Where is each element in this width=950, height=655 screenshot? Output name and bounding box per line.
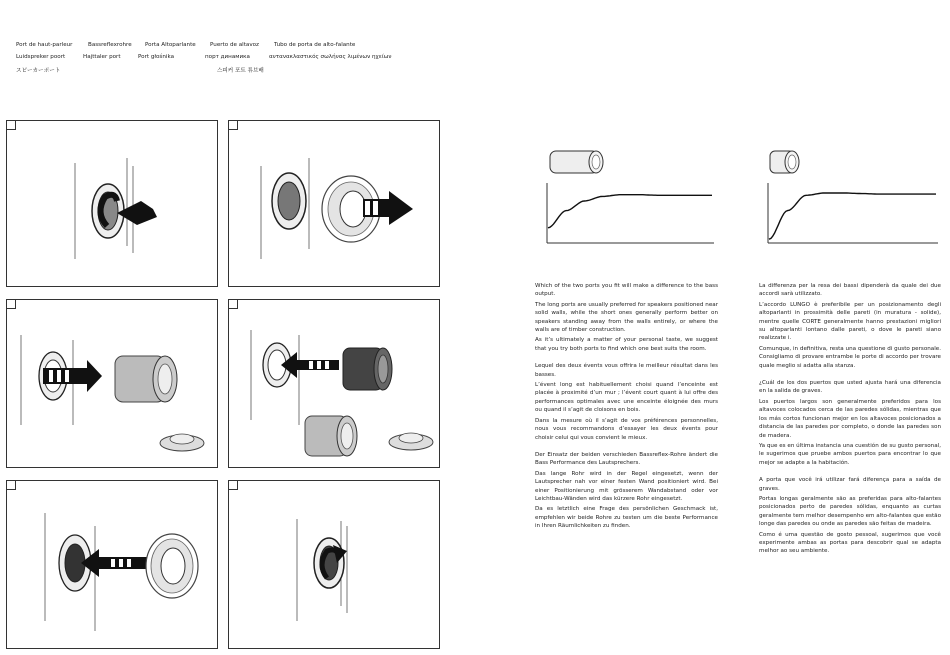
paragraph: Da es letztlich eine Frage des persönlichen Geschmack ist, empfehlen wir beide Rohre zu testen um die beste Performance in Ihren Räumlichkeiten zu finden. bbox=[535, 506, 718, 530]
paragraph: Portas longas geralmente são as preferidas para alto-falantes posicionados perto de paredes sólidas, enquanto as curtas geralmente tem melhor desempenho em alto-falantes que estão longe das paredes ou onde as paredes são feitas de madeira. bbox=[759, 495, 941, 528]
text-column-right bbox=[759, 282, 941, 565]
header-title-de: Bassreflexrohre bbox=[88, 42, 132, 48]
paragraph: Das lange Rohr wird in der Regel eingesetzt, wenn der Lautsprecher nah vor einer festen Wand positioniert wird. Bei einer Positionierung mit grösserem Wandabstand oder vor Leichtbau-Wänden wird das kürzere Rohr eingesetzt. bbox=[535, 470, 718, 502]
text-block-en bbox=[535, 282, 718, 353]
header-title-fr: Port de haut-parleur bbox=[16, 42, 73, 48]
paragraph: ¿Cuál de los dos puertos que usted ajusta hará una diferencia en la salida de graves. bbox=[759, 380, 941, 395]
paragraph: L’évent long est habituellement choisi quand l’enceinte est placée à proximité d’un mur ; l’évent court quant à lui offre des performances optimales avec une enceinte éloignée des murs ou quand il s’agit de cloisons en bois. bbox=[535, 382, 718, 414]
paragraph: Der Einsatz der beiden verschieden Bassreflex-Rohre ändert die Bass Performance des Lautsprechers. bbox=[535, 451, 718, 467]
paragraph: Los puertos largos son generalmente preferidos para los altavoces colocados cerca de las paredes sólidas, mientras que los más cortos funcionan mejor en los altavoces posicionados a distancia de las paredes por completo, o donde las paredes son de madera. bbox=[759, 398, 941, 439]
paragraph: L’accordo LUNGO è preferibile per un posizionamento degli altoparlanti in prossimità delle pareti (in muratura - solide), mentre quelle CORTE generalmente hanno prestazioni migliori su altoparlanti lontano dalle pareti, o dove le pareti siano realizzate i. bbox=[759, 301, 941, 342]
header-title-nl: Luidspreker poort bbox=[16, 54, 66, 60]
paragraph: La differenza per la resa dei bassi dipenderà da quale dei due accordi sarà utilizzato. bbox=[759, 283, 941, 298]
header-title-pl: Port głośnika bbox=[138, 54, 175, 60]
paragraph: Dans la mesure où il s’agit de vos préférences personnelles, nous vous recommandons d’essayer les deux évents pour choisir celui qui vous convient le mieux. bbox=[535, 417, 718, 441]
text-block-pt bbox=[759, 476, 941, 556]
long-port-curve bbox=[548, 195, 712, 228]
header-title-ja: スピーカーポート bbox=[16, 68, 61, 74]
header-title-da: Hajttaler port bbox=[83, 54, 121, 60]
rotate-port-icon bbox=[229, 481, 441, 650]
paragraph: Como é uma questão de gosto pessoal, sugerimos que você experimente ambas as portas para descobrir qual se adapta melhor ao seu ambiente. bbox=[759, 531, 941, 555]
long-port-graph bbox=[540, 147, 720, 247]
paragraph: Comunque, in definitiva, resta una questione di gusto personale. Consigliamo di provare entrambe le porte di accordo per trovare quale meglio si adatta alla stanza. bbox=[759, 345, 941, 369]
paragraph: A porta que você irá utilizar fará diferença para a saída de graves. bbox=[759, 477, 941, 492]
rotate-port-icon bbox=[7, 121, 219, 288]
paragraph: The long ports are usually preferred for speakers positioned near solid walls, while the short ones generally perform better on speakers standing away from the walls entirely, or where the walls are of timber construction. bbox=[535, 301, 718, 334]
long-port-tube-icon bbox=[550, 151, 603, 173]
header-title-es: Puerto de altavoz bbox=[210, 42, 259, 48]
paragraph: As it’s ultimately a matter of your personal taste, we suggest that you try both ports to find which one best suits the room. bbox=[535, 337, 718, 352]
paragraph: Ya que es en última instancia una cuestión de su gusto personal, le sugerimos que pruebe ambos puertos para encontrar lo que mejor se adapte a la habitación. bbox=[759, 442, 941, 466]
short-port-tube-icon bbox=[770, 151, 799, 173]
header-title-el: αντανακλαστικός σωλήνας λιμένων ηχείων bbox=[269, 54, 392, 60]
instruction-panel-3 bbox=[6, 299, 218, 468]
header-title-ko: 스피커 포트 튜브배 bbox=[217, 68, 264, 74]
short-port-curve bbox=[769, 193, 936, 239]
instruction-panel-4 bbox=[228, 299, 440, 468]
insert-port-icon bbox=[7, 481, 219, 650]
instruction-panel-2 bbox=[228, 120, 440, 287]
text-block-it bbox=[759, 282, 941, 370]
text-block-de bbox=[535, 451, 718, 531]
text-column-left bbox=[535, 282, 718, 540]
text-block-fr bbox=[535, 362, 718, 442]
instruction-panel-5 bbox=[6, 480, 218, 649]
header-title-ru: порт динамика bbox=[205, 54, 250, 60]
text-block-es bbox=[759, 379, 941, 467]
short-port-graph bbox=[764, 147, 944, 247]
remove-port-icon bbox=[229, 121, 441, 288]
header-title-it: Porta Altoparlante bbox=[145, 42, 196, 48]
paragraph: Lequel des deux évents vous offrira le meilleur résultat dans les basses. bbox=[535, 363, 718, 378]
swap-tube-icon bbox=[229, 300, 441, 469]
paragraph: Which of the two ports you fit will make a difference to the bass output. bbox=[535, 283, 718, 298]
attach-long-tube-icon bbox=[7, 300, 219, 469]
instruction-panel-6 bbox=[228, 480, 440, 649]
header-title-pt: Tubo de porta de alto-falante bbox=[274, 42, 356, 48]
instruction-panel-1 bbox=[6, 120, 218, 287]
